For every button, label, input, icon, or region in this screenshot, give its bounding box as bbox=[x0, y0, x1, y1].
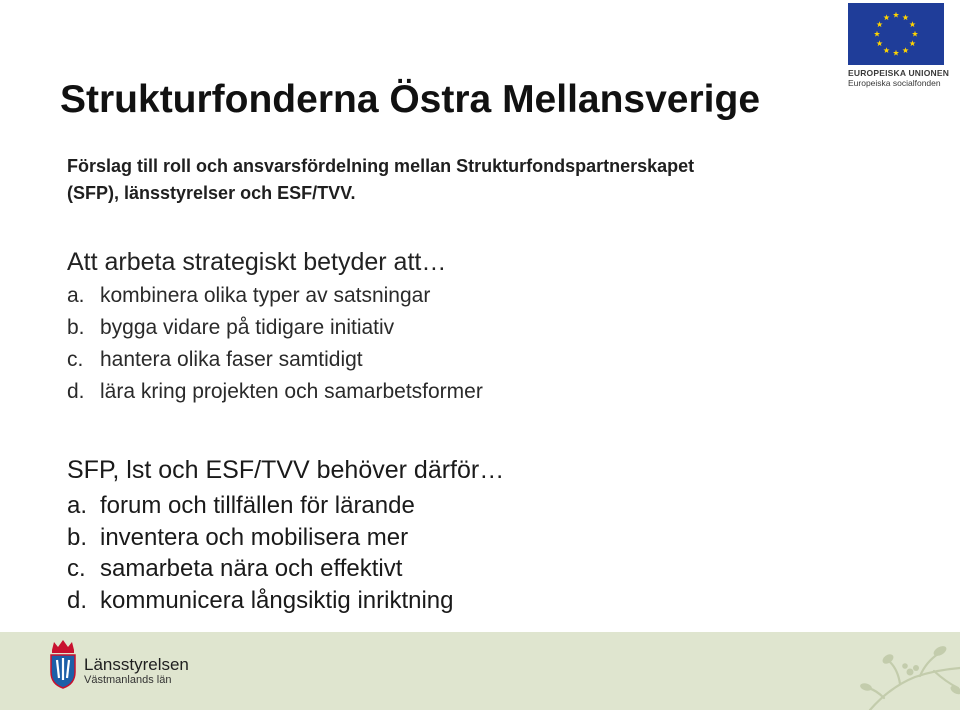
item-letter: a. bbox=[67, 492, 88, 519]
subtitle-line-1: Förslag till roll och ansvarsfördelning mellan Strukturfondspartnerskapet bbox=[67, 156, 695, 176]
list-item bbox=[67, 553, 504, 585]
subtitle-line-2: (SFP), länsstyrelser och ESF/TVV. bbox=[67, 183, 356, 203]
org-region: Västmanlands län bbox=[84, 674, 172, 686]
item-text: lära kring projekten och samarbetsformer bbox=[100, 380, 483, 403]
lansstyrelsen-logo bbox=[44, 636, 194, 692]
item-text: samarbeta nära och effektivt bbox=[100, 555, 403, 582]
list-item bbox=[67, 522, 504, 554]
list-item bbox=[67, 376, 483, 408]
item-letter: b. bbox=[67, 523, 88, 551]
item-letter: c. bbox=[67, 555, 86, 582]
item-letter: d. bbox=[67, 380, 85, 403]
eu-flag-icon bbox=[848, 3, 944, 65]
item-text: kommunicera långsiktig inriktning bbox=[100, 586, 454, 614]
eu-logo-line1: EUROPEISKA UNIONEN bbox=[848, 68, 950, 78]
item-text: hantera olika faser samtidigt bbox=[100, 348, 363, 371]
list-item bbox=[67, 490, 504, 522]
item-list bbox=[67, 280, 483, 408]
item-text: kombinera olika typer av satsningar bbox=[100, 284, 431, 307]
subtitle bbox=[67, 153, 927, 207]
page-title: Strukturfonderna Östra Mellansverige bbox=[60, 78, 761, 121]
section-heading: Att arbeta strategiskt betyder att… bbox=[67, 248, 447, 276]
item-letter: a. bbox=[67, 284, 85, 307]
item-letter: c. bbox=[67, 348, 84, 371]
section-heading: SFP, lst och ESF/TVV behöver därför… bbox=[67, 456, 505, 484]
list-item bbox=[67, 280, 483, 312]
section-strategic-work bbox=[67, 246, 483, 408]
item-letter: b. bbox=[67, 316, 85, 339]
section-needs bbox=[67, 454, 504, 616]
item-text: forum och tillfällen för lärande bbox=[100, 492, 415, 519]
eu-logo bbox=[848, 3, 950, 88]
list-item bbox=[67, 312, 483, 344]
item-list bbox=[67, 490, 504, 616]
list-item bbox=[67, 344, 483, 376]
list-item bbox=[67, 585, 504, 617]
item-text: inventera och mobilisera mer bbox=[100, 523, 409, 551]
coat-of-arms-icon bbox=[48, 638, 78, 690]
eu-logo-line2: Europeiska socialfonden bbox=[848, 78, 941, 88]
org-name: Länsstyrelsen bbox=[84, 655, 189, 674]
item-text: bygga vidare på tidigare initiativ bbox=[100, 316, 395, 339]
item-letter: d. bbox=[67, 586, 88, 614]
mistletoe-branch-icon bbox=[860, 632, 960, 710]
